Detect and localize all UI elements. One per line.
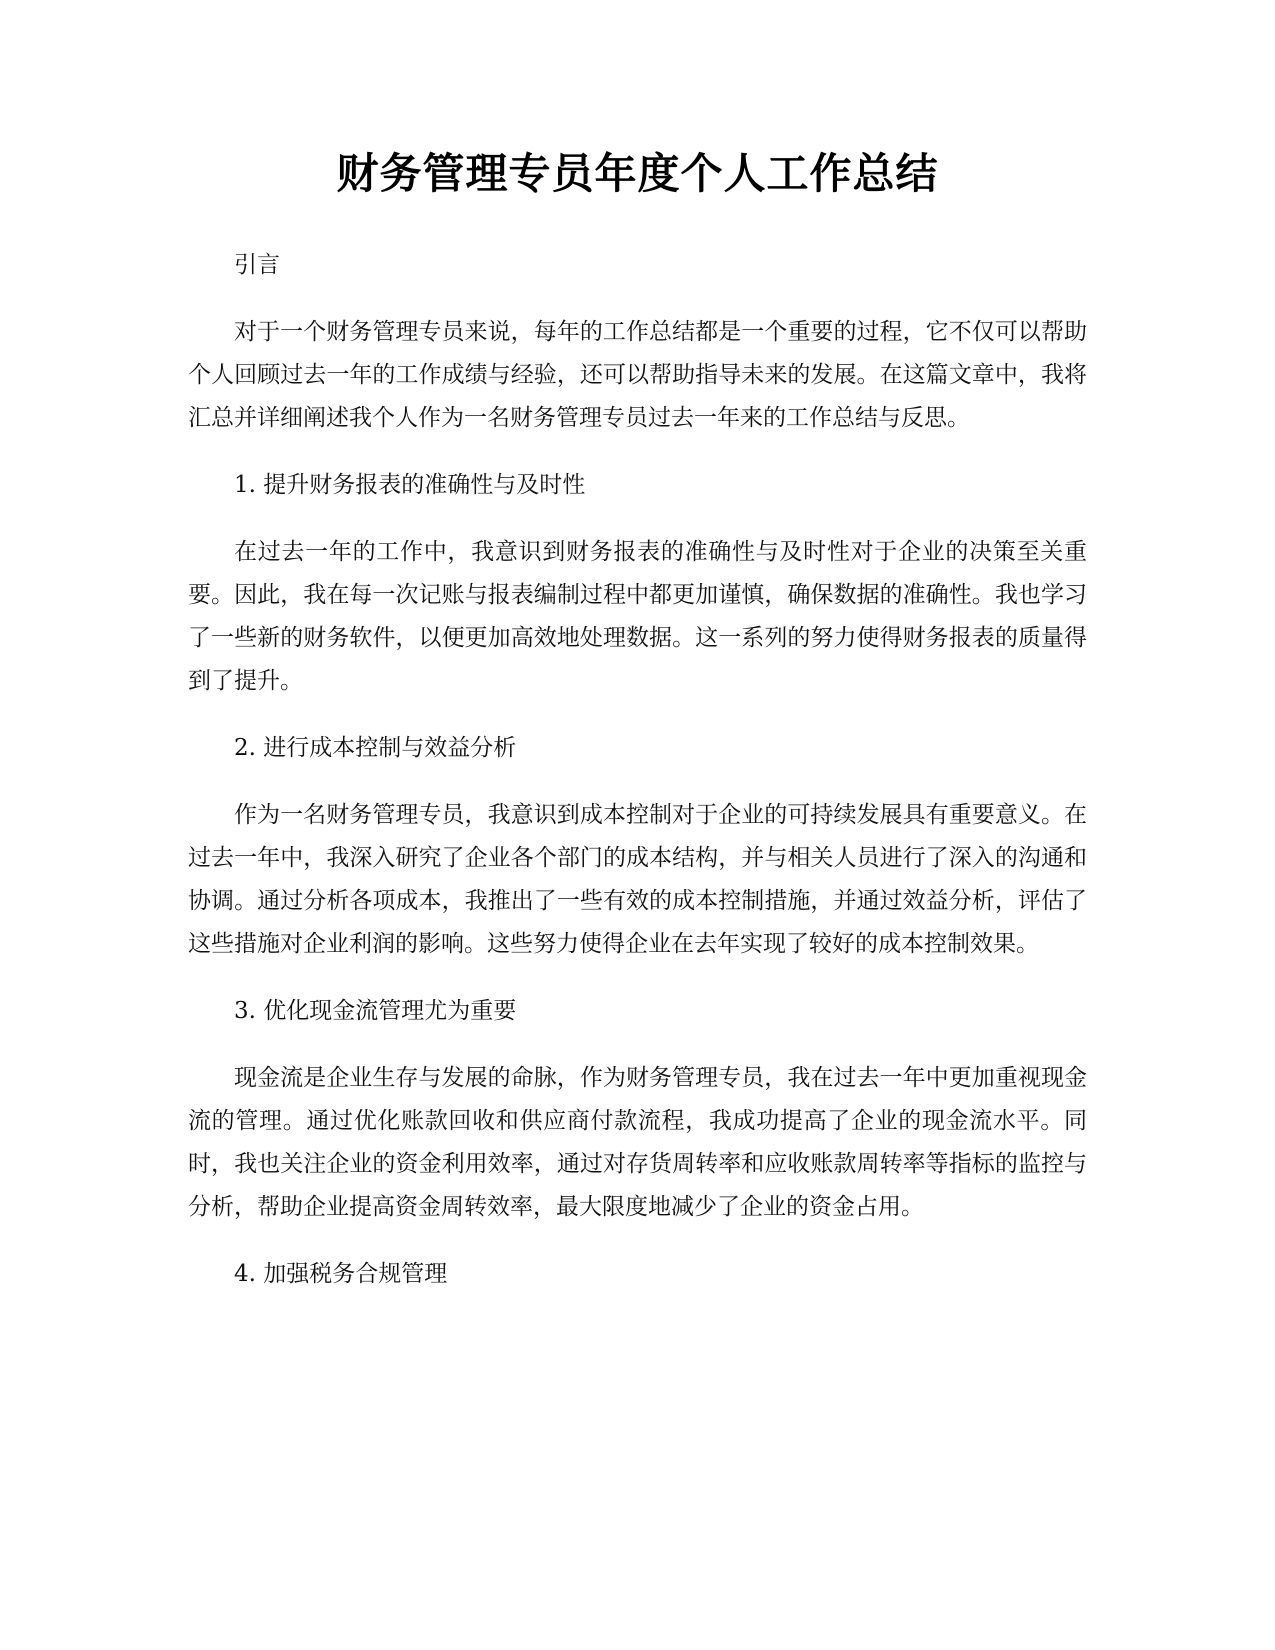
document-title: 财务管理专员年度个人工作总结 <box>336 149 939 198</box>
section-3-paragraph: 现金流是企业生存与发展的命脉，作为财务管理专员，我在过去一年中更加重视现金流的管理。通过优化账款回收和供应商付款流程，我成功提高了企业的现金流水平。同时，我也关注企业的资金利用效率，通过对存货周转率和应收账款周转率等指标的监控与分析，帮助企业提高资金周转效率，最大限度地减少了企业的资金占用。 <box>188 1065 1087 1220</box>
intro-heading: 引言 <box>234 252 280 278</box>
section-2-heading: 2. 进行成本控制与效益分析 <box>234 735 517 761</box>
section-1-heading: 1. 提升财务报表的准确性与及时性 <box>234 472 586 498</box>
section-3-heading: 3. 优化现金流管理尤为重要 <box>234 998 517 1024</box>
section-4-heading: 4. 加强税务合规管理 <box>234 1261 448 1287</box>
intro-paragraph: 对于一个财务管理专员来说，每年的工作总结都是一个重要的过程，它不仅可以帮助个人回顾过去一年的工作成绩与经验，还可以帮助指导未来的发展。在这篇文章中，我将汇总并详细阐述我个人作为一名财务管理专员过去一年来的工作总结与反思。 <box>188 319 1087 431</box>
section-2-paragraph: 作为一名财务管理专员，我意识到成本控制对于企业的可持续发展具有重要意义。在过去一年中，我深入研究了企业各个部门的成本结构，并与相关人员进行了深入的沟通和协调。通过分析各项成本，我推出了一些有效的成本控制措施，并通过效益分析，评估了这些措施对企业利润的影响。这些努力使得企业在去年实现了较好的成本控制效果。 <box>188 802 1087 957</box>
section-1-paragraph: 在过去一年的工作中，我意识到财务报表的准确性与及时性对于企业的决策至关重要。因此，我在每一次记账与报表编制过程中都更加谨慎，确保数据的准确性。我也学习了一些新的财务软件，以便更加高效地处理数据。这一系列的努力使得财务报表的质量得到了提升。 <box>188 539 1087 694</box>
document-body <box>188 244 1087 1296</box>
